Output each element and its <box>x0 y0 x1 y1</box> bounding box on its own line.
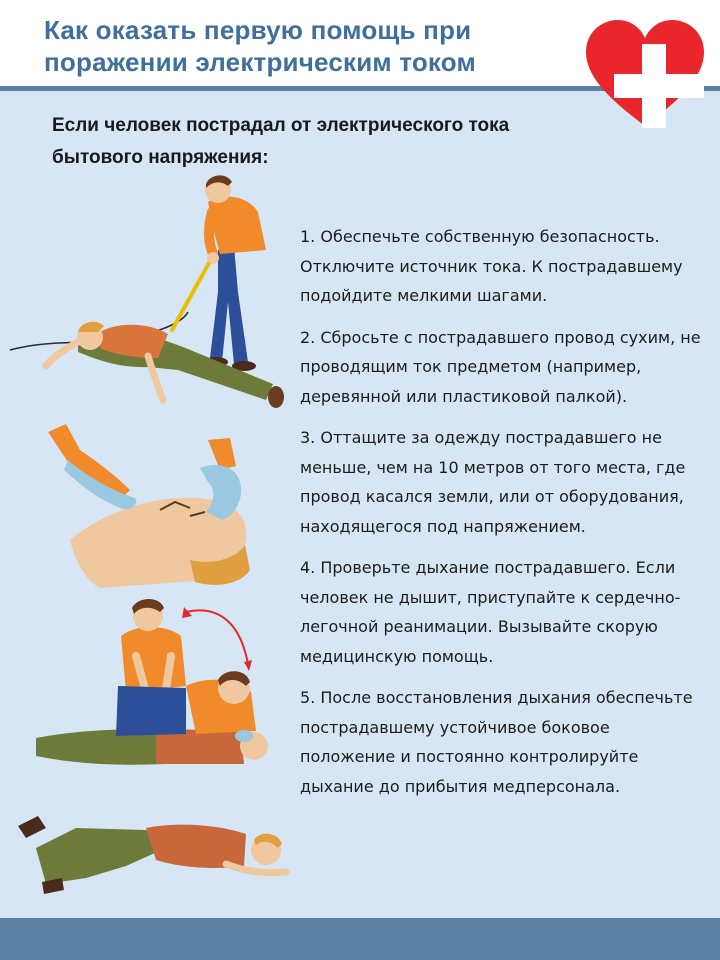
step-number: 5. <box>300 688 316 707</box>
steps-list <box>300 222 705 813</box>
step-number: 3. <box>300 428 316 447</box>
step-1 <box>300 222 705 311</box>
heart-cross-icon <box>582 16 708 132</box>
step-2 <box>300 323 705 412</box>
step-text: После восстановления дыхания обеспечьте пострадавшему устойчивое боковое положение и постоянно контролируйте дыхание до прибытия медперсонала. <box>300 688 693 796</box>
wire-removal-illustration <box>8 172 298 422</box>
footer-bar <box>0 918 720 960</box>
step-text: Проверьте дыхание пострадавшего. Если человек не дышит, приступайте к сердечно-легочной реанимации. Вызывайте скорую медицинскую помощь. <box>300 558 681 666</box>
step-3 <box>300 423 705 541</box>
page-title: Как оказать первую помощь при поражении электрическим током <box>44 15 476 77</box>
step-text: Сбросьте с пострадавшего провод сухим, не проводящим ток предметом (например, деревянной или пластиковой палкой). <box>300 327 701 406</box>
step-number: 1. <box>300 227 316 246</box>
airway-check-illustration <box>40 420 295 590</box>
cpr-illustration <box>36 596 298 776</box>
recovery-position-illustration <box>16 808 296 898</box>
step-number: 2. <box>300 327 316 347</box>
step-5 <box>300 683 705 801</box>
subtitle: Если человек пострадал от электрического тока бытового напряжения: <box>52 115 510 168</box>
step-text: Оттащите за одежду пострадавшего не меньше, чем на 10 метров от того места, где провод касался земли, или от оборудования, находящегося под напряжением. <box>300 428 686 536</box>
step-4 <box>300 553 705 671</box>
step-number: 4. <box>300 558 316 577</box>
step-text: Обеспечьте собственную безопасность. Отключите источник тока. К пострадавшему подойдите мелкими шагами. <box>300 227 683 305</box>
